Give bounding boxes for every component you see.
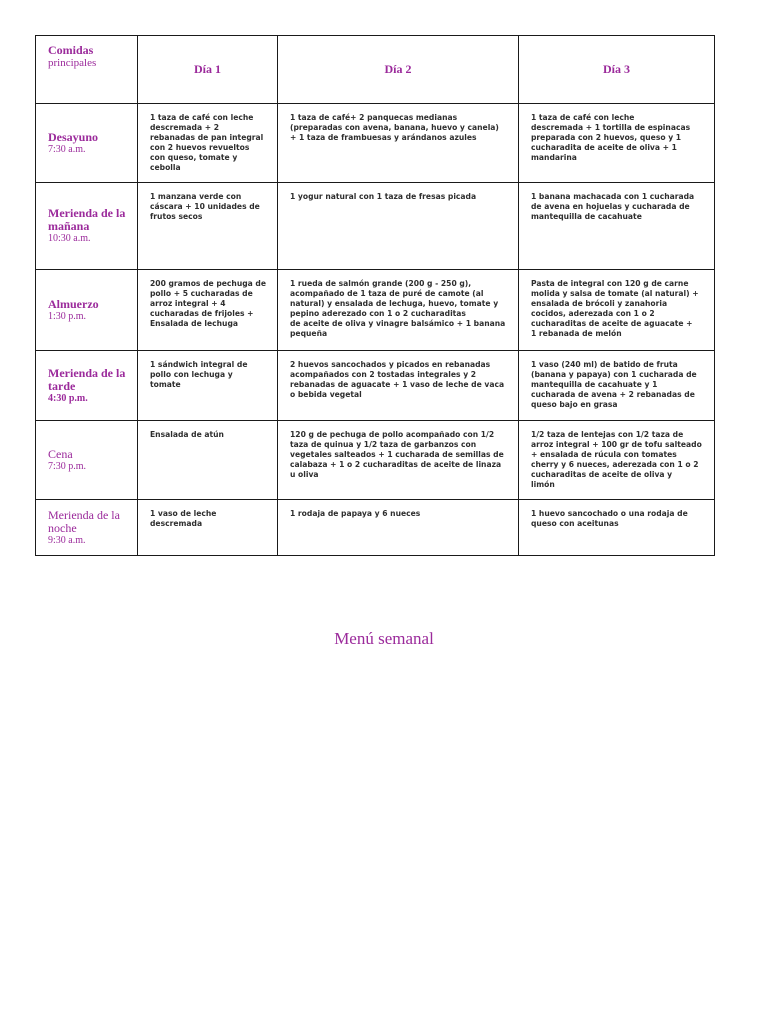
food-cell-day-3: 1/2 taza de lentejas con 1/2 taza de arroz integral + 100 gr de tofu salteado + ensalada de rúcula con tomates cherry y 6 nueces, aderezada con 1 o 2 cucharaditas de aceite de oliva y limón	[519, 421, 715, 500]
table-row	[36, 104, 715, 183]
meal-time: 1:30 p.m.	[48, 310, 87, 322]
table-row	[36, 270, 715, 351]
day-3-header: Día 3	[519, 36, 715, 104]
food-cell-day-1: 1 sándwich integral de pollo con lechuga y tomate	[138, 351, 278, 421]
meal-name: Merienda de la tarde	[48, 365, 126, 393]
table-row	[36, 421, 715, 500]
meal-cell-almuerzo	[36, 270, 138, 351]
meal-time: 10:30 a.m.	[48, 233, 91, 244]
food-cell-day-3: 1 vaso (240 ml) de batido de fruta (banana y papaya) con 1 cucharada de mantequilla de cacahuate y 1 cucharada de avena + 2 rebanadas de queso bajo en grasa	[519, 351, 715, 421]
corner-subtitle: principales	[48, 57, 97, 69]
corner-header-cell	[36, 36, 138, 104]
meal-name: Almuerzo	[48, 296, 99, 311]
food-cell-day-3: 1 taza de café con leche descremada + 1 tortilla de espinacas preparada con 2 huevos, queso y 1 cucharadita de aceite de oliva + 1 mandarina	[519, 104, 715, 183]
food-cell-day-1: 1 taza de café con leche descremada + 2 rebanadas de pan integral con 2 huevos revueltos con queso, tomate y cebolla	[138, 104, 278, 183]
meal-time: 9:30 a.m.	[48, 534, 86, 546]
food-cell-day-2: 1 yogur natural con 1 taza de fresas picada	[278, 183, 519, 270]
food-cell-day-2: 120 g de pechuga de pollo acompañado con 1/2 taza de quinua y 1/2 taza de garbanzos con vegetales salteados + 1 cucharada de semillas de calabaza + 1 o 2 cucharaditas de aceite de linaza u oliva	[278, 421, 519, 500]
food-cell-day-3: 1 banana machacada con 1 cucharada de avena en hojuelas y cucharada de mantequilla de cacahuate	[519, 183, 715, 270]
meal-name: Desayuno	[48, 129, 99, 144]
food-cell-day-1: 1 vaso de leche descremada	[138, 500, 278, 556]
food-cell-day-2: 1 rueda de salmón grande (200 g - 250 g), acompañado de 1 taza de puré de camote (al natural) y ensalada de lechuga, huevo, tomate y pepino aderezado con 1 o 2 cucharaditas de aceite de oliva y vinagre balsámico + 1 banana pequeña	[278, 270, 519, 351]
food-cell-day-2: 2 huevos sancochados y picados en rebanadas acompañados con 2 tostadas integrales y 2 rebanadas de aguacate + 1 vaso de leche de vaca o bebida vegetal	[278, 351, 519, 421]
meal-cell-cena	[36, 421, 138, 500]
food-cell-day-1: Ensalada de atún	[138, 421, 278, 500]
meal-cell-merienda-manana	[36, 183, 138, 270]
corner-title: Comidas	[48, 43, 94, 57]
food-cell-day-3: 1 huevo sancochado o una rodaja de queso con aceitunas	[519, 500, 715, 556]
food-cell-day-2: 1 rodaja de papaya y 6 nueces	[278, 500, 519, 556]
table-row	[36, 351, 715, 421]
page-title: Menú semanal	[334, 629, 434, 648]
table-row	[36, 500, 715, 556]
meal-name: Merienda de la mañana	[48, 206, 126, 233]
meal-name: Cena	[48, 446, 73, 461]
header-row	[36, 36, 715, 104]
meal-cell-desayuno	[36, 104, 138, 183]
food-cell-day-2: 1 taza de café+ 2 panquecas medianas (preparadas con avena, banana, huevo y canela) + 1 taza de frambuesas y arándanos azules	[278, 104, 519, 183]
meal-time: 7:30 p.m.	[48, 460, 87, 472]
meal-cell-merienda-noche	[36, 500, 138, 556]
weekly-menu-table	[35, 35, 715, 556]
table-row	[36, 183, 715, 270]
meal-name: Merienda de la noche	[48, 507, 120, 535]
food-cell-day-1: 200 gramos de pechuga de pollo + 5 cucharadas de arroz integral + 4 cucharadas de frijoles + Ensalada de lechuga	[138, 270, 278, 351]
food-cell-day-3: Pasta de integral con 120 g de carne molida y salsa de tomate (al natural) + ensalada de brócoli y zanahoria cocidos, aderezada con 1 o 2 cucharaditas de aceite de aguacate + 1 rebanada de melón	[519, 270, 715, 351]
meal-time: 4:30 p.m.	[48, 392, 88, 404]
food-cell-day-1: 1 manzana verde con cáscara + 10 unidades de frutos secos	[138, 183, 278, 270]
day-2-header: Día 2	[278, 36, 519, 104]
meal-cell-merienda-tarde	[36, 351, 138, 421]
day-1-header: Día 1	[138, 36, 278, 104]
meal-time: 7:30 a.m.	[48, 143, 86, 155]
